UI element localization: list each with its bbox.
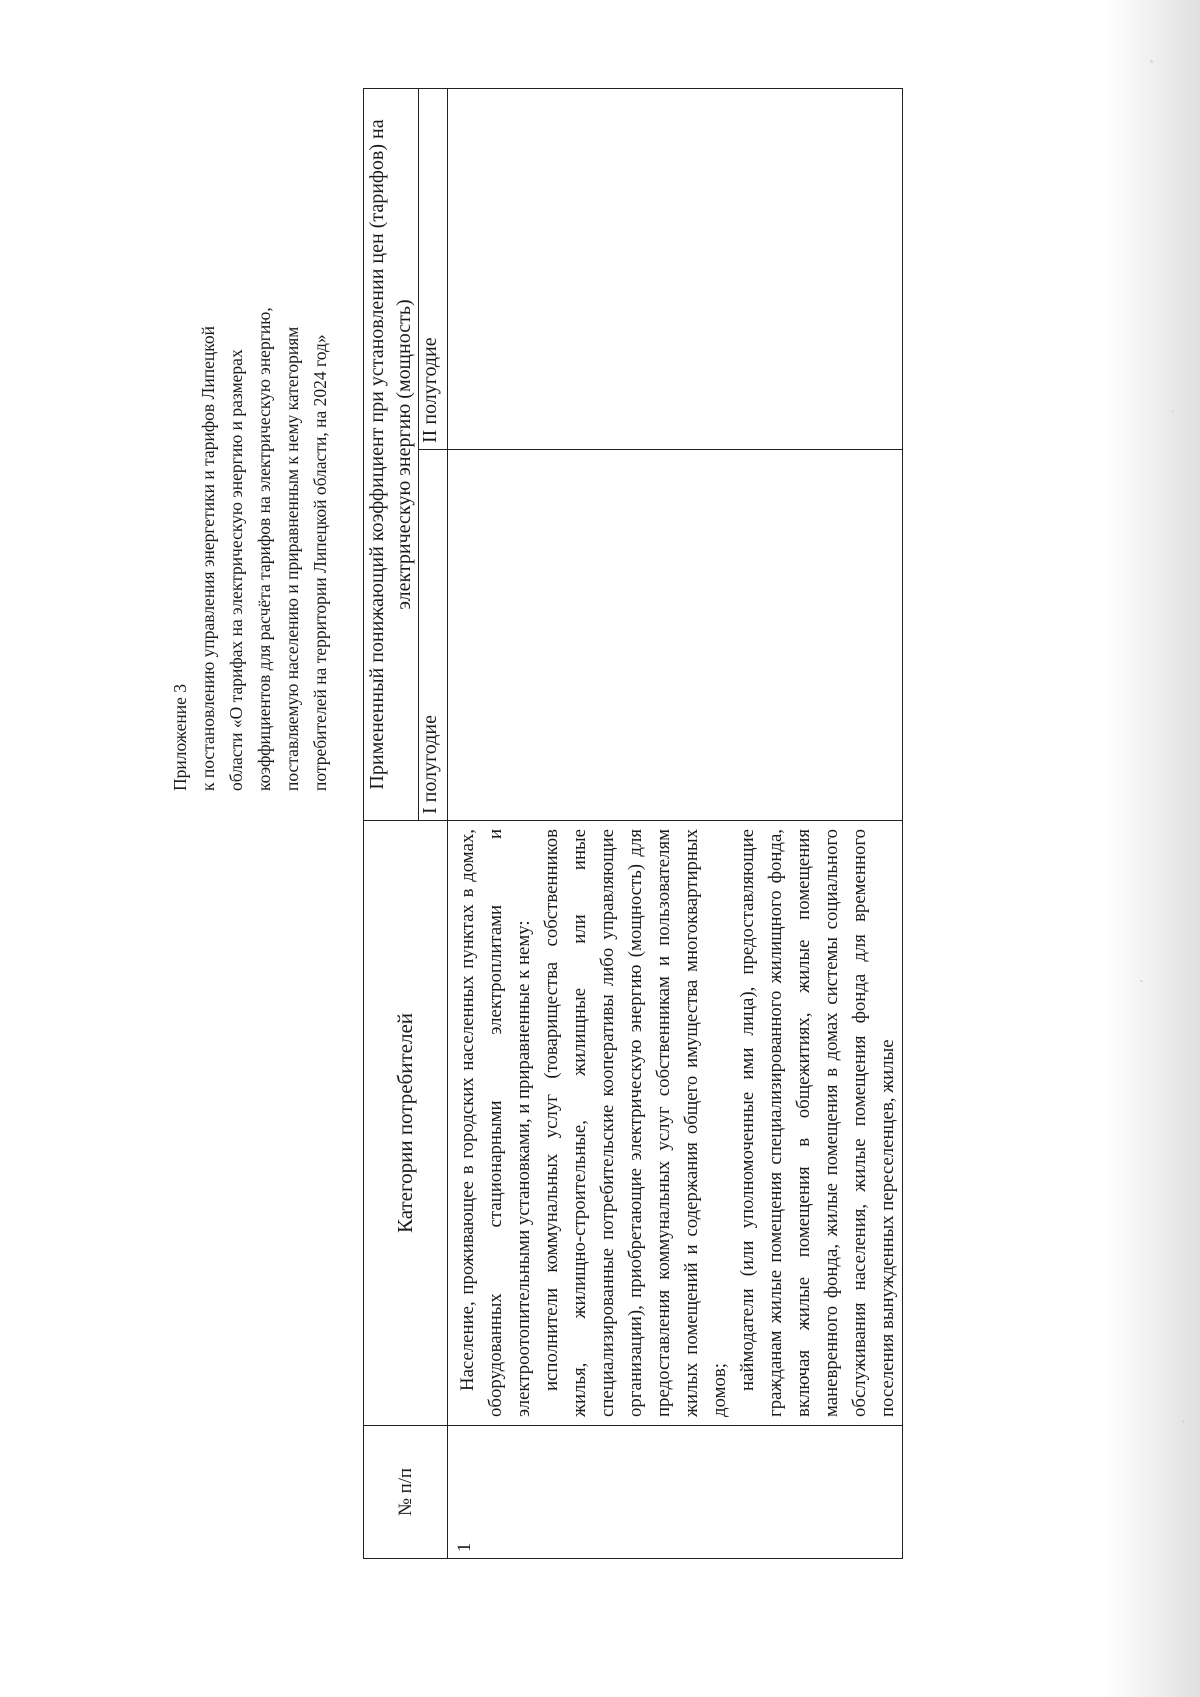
row-number: 1 — [448, 1426, 903, 1559]
scan-edge-shading — [1105, 0, 1200, 1697]
header-category: Категории потребителей — [364, 821, 448, 1426]
scan-speck — [1172, 410, 1174, 412]
table-row — [448, 88, 903, 1558]
rotated-document-page — [163, 89, 1043, 1559]
header-number: № п/п — [364, 1426, 448, 1559]
appendix-caption-line: коэффициентов для расчёта тарифов на электрическую энергию, — [254, 307, 274, 791]
appendix-caption-line: области «О тарифах на электрическую энергию и размерах — [226, 349, 246, 791]
header-coefficient: Примененный понижающий коэффициент при установлении цен (тарифов) на электрическую энергию (мощность) — [364, 88, 419, 820]
header-half-1: I полугодие — [419, 450, 448, 821]
consumer-category-table — [363, 88, 903, 1559]
description-paragraph: наймодатели (или уполномоченные ими лица), предоставляющие гражданам жилые помещения специализированного жилищного фонда, включая жилые помещения в общежитиях, жилые помещения маневренного фонда, жилые помещения в домах системы социального обслуживания населения, жилые помещения фонда для временного поселения вынужденных переселенцев, жилые — [737, 829, 898, 1417]
appendix-caption-line: к постановлению управления энергетики и тарифов Липецкой — [198, 325, 218, 791]
scan-speck — [1140, 980, 1143, 982]
appendix-caption — [166, 91, 334, 791]
row-half-1-value — [448, 450, 903, 821]
row-description — [448, 821, 903, 1426]
table-header-row — [364, 88, 419, 1558]
row-half-2-value — [448, 88, 903, 449]
scan-speck — [1150, 60, 1153, 63]
scan-speck — [1182, 1420, 1184, 1423]
appendix-title: Приложение 3 — [170, 683, 190, 791]
description-paragraph: исполнители коммунальных услуг (товарищества собственников жилья, жилищно-строительные, жилищные или иные специализированные потребительские кооперативы либо управляющие организации), приобретающие электрическую энергию (мощность) для предоставления коммунальных услуг собственникам и пользователям жилых помещений и содержания общего имущества многоквартирных домов; — [541, 829, 730, 1417]
appendix-caption-line: потребителей на территории Липецкой области, на 2024 год» — [310, 334, 330, 791]
description-paragraph: Население, проживающее в городских населенных пунктах в домах, оборудованных стационарными электроплитами и электроотопительными установками, и приравненные к нему: — [457, 829, 534, 1417]
appendix-caption-line: поставляемую населению и приравненным к нему категориям — [282, 326, 302, 791]
header-half-2: II полугодие — [419, 88, 448, 449]
